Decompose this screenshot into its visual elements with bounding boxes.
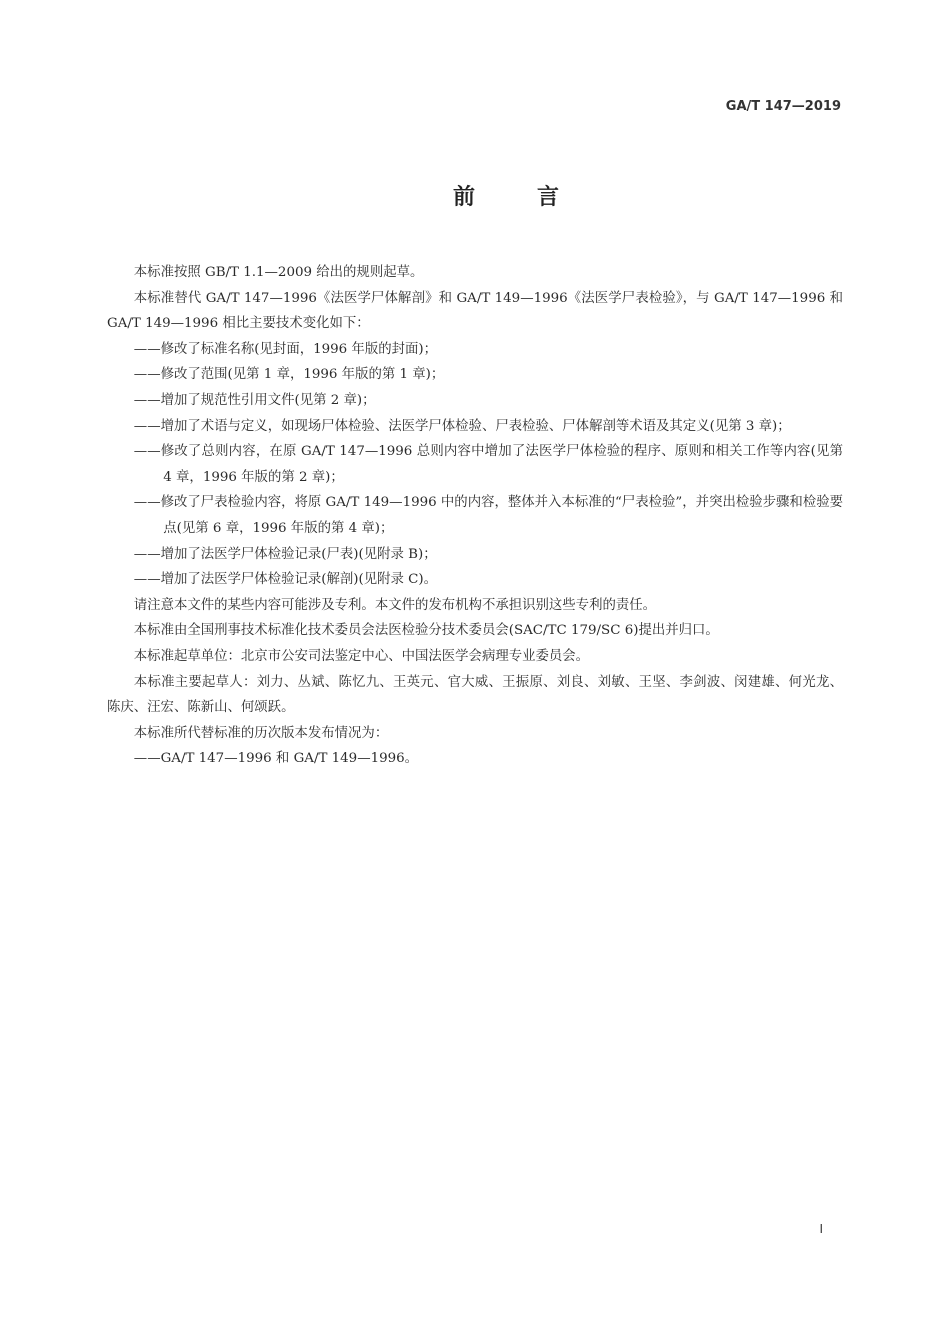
page-title: 前言 [452, 185, 621, 210]
history-item: ——GA/T 147—1996 和 GA/T 149—1996。 [133, 751, 419, 767]
paragraph-proposer: 本标准由全国刑事技术标准化技术委员会法医检验分技术委员会(SAC/TC 179/SC 6)提出并归口。 [133, 623, 719, 639]
paragraph-drafting-rules: 本标准按照 GB/T 1.1—2009 给出的规则起草。 [133, 265, 424, 280]
paragraph-history-intro: 本标准所代替标准的历次版本发布情况为： [133, 725, 389, 741]
paragraph-replacement: 本标准替代 GA/T 147—1996《法医学尸体解剖》和 GA/T 149—1996《法医学尸表检验》，与 GA/T 147—1996 和 GA/T 149—1996 相比主要技术变化如下： [107, 290, 843, 332]
change-item: ——修改了尸表检验内容，将原 GA/T 149—1996 中的内容，整体并入本标准的“尸表检验”，并突出检验步骤和检验要点(见第 6 章，1996 年版的第 4 章)； [133, 495, 843, 536]
change-item: ——增加了法医学尸体检验记录(解剖)(见附录 C)。 [133, 572, 438, 588]
change-item: ——修改了范围(见第 1 章，1996 年版的第 1 章)； [133, 367, 445, 383]
paragraph-drafters: 本标准主要起草人：刘力、丛斌、陈忆九、王英元、官大威、王振原、刘良、刘敏、王坚、李剑波、闵建雄、何光龙、陈庆、汪宏、陈新山、何颂跃。 [107, 674, 843, 716]
change-item: ——增加了术语与定义，如现场尸体检验、法医学尸体检验、尸表检验、尸体解剖等术语及其定义(见第 3 章)； [133, 418, 791, 434]
change-item: ——增加了法医学尸体检验记录(尸表)(见附录 B)； [133, 546, 437, 562]
page-number: I [819, 1222, 823, 1236]
change-item: ——增加了规范性引用文件(见第 2 章)； [133, 392, 376, 408]
foreword-body [107, 260, 843, 772]
document-code: GA/T 147—2019 [725, 99, 841, 114]
change-item: ——修改了总则内容，在原 GA/T 147—1996 总则内容中增加了法医学尸体检验的程序、原则和相关工作等内容(见第 4 章，1996 年版的第 2 章)； [133, 444, 843, 485]
paragraph-drafting-units: 本标准起草单位：北京市公安司法鉴定中心、中国法医学会病理专业委员会。 [133, 648, 590, 664]
paragraph-patent-notice: 请注意本文件的某些内容可能涉及专利。本文件的发布机构不承担识别这些专利的责任。 [133, 597, 657, 613]
change-item: ——修改了标准名称(见封面，1996 年版的封面)； [133, 341, 438, 357]
